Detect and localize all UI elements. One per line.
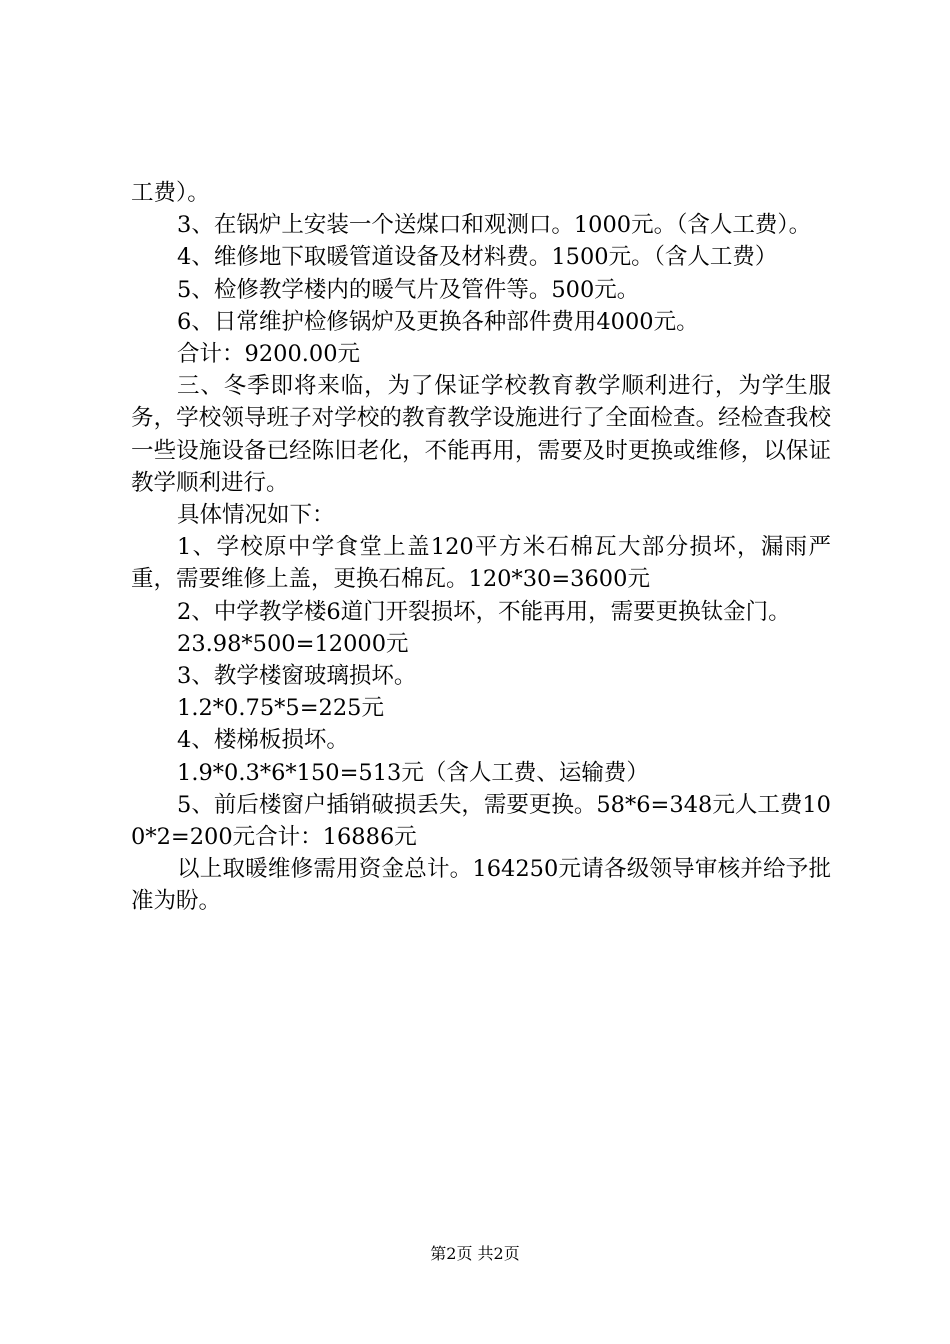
paragraph: 1.9*0.3*6*150=513元（含人工费、运输费）	[177, 759, 649, 786]
paragraph: 4、楼梯板损坏。	[177, 727, 349, 754]
document-body	[131, 177, 831, 918]
paragraph: 5、前后楼窗户插销破损丢失，需要更换。58*6=348元人工费100*2=200元合计：16886元	[131, 791, 831, 851]
paragraph: 3、教学楼窗玻璃损坏。	[177, 663, 417, 690]
paragraph: 3、在锅炉上安装一个送煤口和观测口。1000元。（含人工费）。	[177, 212, 812, 239]
paragraph: 2、中学教学楼6道门开裂损坏，不能再用，需要更换钛金门。	[177, 598, 791, 625]
paragraph: 6、日常维护检修锅炉及更换各种部件费用4000元。	[177, 308, 699, 335]
page-number-label: 第2页 共2页	[430, 1244, 520, 1263]
paragraph: 1.2*0.75*5=225元	[177, 695, 384, 722]
paragraph: 23.98*500=12000元	[177, 630, 409, 657]
page-footer	[0, 1243, 950, 1265]
paragraph: 工费）。	[131, 180, 210, 206]
paragraph: 以上取暖维修需用资金总计。164250元请各级领导审核并给予批准为盼。	[131, 856, 831, 915]
paragraph: 合计：9200.00元	[177, 341, 361, 368]
paragraph: 5、检修教学楼内的暖气片及管件等。500元。	[177, 276, 640, 303]
paragraph: 4、维修地下取暖管道设备及材料费。1500元。（含人工费）	[177, 244, 778, 271]
paragraph: 具体情况如下：	[177, 502, 335, 529]
paragraph: 1、学校原中学食堂上盖120平方米石棉瓦大部分损坏，漏雨严重，需要维修上盖，更换石棉瓦。120*30=3600元	[131, 534, 831, 593]
paragraph: 三、冬季即将来临，为了保证学校教育教学顺利进行，为学生服务，学校领导班子对学校的教育教学设施进行了全面检查。经检查我校一些设施设备已经陈旧老化，不能再用，需要及时更换或维修，以保证教学顺利进行。	[131, 373, 831, 496]
